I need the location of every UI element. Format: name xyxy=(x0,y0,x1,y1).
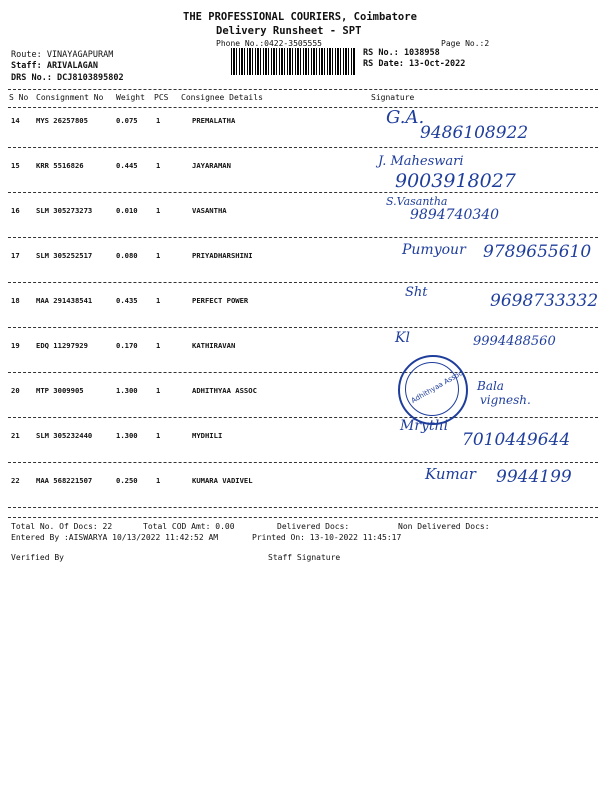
footer-rule xyxy=(8,517,598,518)
row-sno: 16 xyxy=(11,206,20,215)
row-consignment-no: MAA 291438541 xyxy=(36,296,93,305)
page-number: Page No.:2 xyxy=(441,39,490,48)
signature-name: Kl xyxy=(395,330,410,346)
row-weight: 0.080 xyxy=(116,251,138,260)
row-consignee: PREMALATHA xyxy=(192,116,236,125)
company-title: THE PROFESSIONAL COURIERS, Coimbatore xyxy=(183,11,417,23)
row-consignment-no: MYS 26257805 xyxy=(36,116,88,125)
row-consignee: KUMARA VADIVEL xyxy=(192,476,253,485)
total-cod: Total COD Amt: 0.00 xyxy=(143,522,235,531)
staff-signature: Staff Signature xyxy=(268,553,341,562)
phone-number: Phone No.:0422-3505555 xyxy=(216,39,322,48)
table-row xyxy=(0,330,600,383)
signature-phone: 7010449644 xyxy=(462,430,571,450)
signature-phone: 9894740340 xyxy=(410,207,500,223)
drs-number: DRS No.: DCJ8103895802 xyxy=(11,73,124,83)
col-weight: Weight xyxy=(116,93,145,102)
row-sno: 14 xyxy=(11,116,20,125)
signature-name: G.A. xyxy=(386,107,425,128)
row-sno: 18 xyxy=(11,296,20,305)
table-row xyxy=(0,465,600,518)
row-divider xyxy=(8,192,598,193)
col-consignment: Consignment No xyxy=(36,93,104,102)
col-signature: Signature xyxy=(371,93,415,102)
row-consignment-no: SLM 305273273 xyxy=(36,206,93,215)
row-consignment-no: KRR 5516826 xyxy=(36,161,84,170)
table-row xyxy=(0,242,600,293)
col-pcs: PCS xyxy=(154,93,169,102)
col-consignee: Consignee Details xyxy=(181,93,263,102)
company-stamp xyxy=(398,355,468,425)
row-divider xyxy=(8,417,598,418)
row-sno: 21 xyxy=(11,431,20,440)
row-weight: 0.250 xyxy=(116,476,138,485)
row-divider xyxy=(8,372,598,373)
row-weight: 0.435 xyxy=(116,296,138,305)
row-pcs: 1 xyxy=(156,206,161,215)
row-divider xyxy=(8,462,598,463)
signature-phone: 9698733332 xyxy=(490,291,599,311)
signature-name: Sht xyxy=(405,285,428,300)
printed-on: Printed On: 13-10-2022 11:45:17 xyxy=(252,533,402,542)
verified-by: Verified By xyxy=(11,553,64,562)
signature-name: Mrythi xyxy=(400,418,449,434)
row-pcs: 1 xyxy=(156,341,161,350)
table-row xyxy=(0,107,600,158)
row-weight: 0.010 xyxy=(116,206,138,215)
stamp-text: Adhithyaa Assoc xyxy=(409,369,464,405)
row-consignment-no: MTP 3009905 xyxy=(36,386,84,395)
rs-number: RS No.: 1038958 xyxy=(363,48,440,58)
signature-name: Pumyour xyxy=(402,242,466,258)
signature-phone: 9994488560 xyxy=(473,334,556,349)
row-weight: 0.445 xyxy=(116,161,138,170)
row-sno: 17 xyxy=(11,251,20,260)
row-consignee: KATHIRAVAN xyxy=(192,341,236,350)
col-sno: S No xyxy=(9,93,29,102)
row-pcs: 1 xyxy=(156,161,161,170)
row-pcs: 1 xyxy=(156,116,161,125)
row-weight: 0.075 xyxy=(116,116,138,125)
signature-phone: vignesh. xyxy=(480,393,531,407)
row-sno: 20 xyxy=(11,386,20,395)
delivered-docs: Delivered Docs: xyxy=(277,522,350,531)
signature-phone: 9003918027 xyxy=(395,170,516,192)
signature-phone: 9944199 xyxy=(496,467,572,487)
table-row xyxy=(0,285,600,338)
route-label: Route: VINAYAGAPURAM xyxy=(11,50,114,60)
signature-name: Bala xyxy=(477,379,504,393)
row-divider xyxy=(8,507,598,508)
signature-phone: 9486108922 xyxy=(420,123,529,143)
row-weight: 0.170 xyxy=(116,341,138,350)
row-divider xyxy=(8,282,598,283)
row-consignee: MYDHILI xyxy=(192,431,223,440)
rs-date: RS Date: 13-Oct-2022 xyxy=(363,59,466,69)
row-consignee: VASANTHA xyxy=(192,206,227,215)
row-consignee: ADHITHYAA ASSOC xyxy=(192,386,257,395)
table-row xyxy=(0,379,600,428)
row-pcs: 1 xyxy=(156,476,161,485)
row-consignee: JAYARAMAN xyxy=(192,161,231,170)
row-pcs: 1 xyxy=(156,386,161,395)
signature-name: S.Vasantha xyxy=(386,195,448,208)
row-consignment-no: SLM 305252517 xyxy=(36,251,93,260)
entered-by: Entered By :AISWARYA 10/13/2022 11:42:52 AM xyxy=(11,533,219,542)
row-pcs: 1 xyxy=(156,296,161,305)
total-docs: Total No. Of Docs: 22 xyxy=(11,522,113,531)
row-weight: 1.300 xyxy=(116,386,138,395)
signature-name: Kumar xyxy=(425,465,476,483)
row-divider xyxy=(8,147,598,148)
row-divider xyxy=(8,327,598,328)
document-subtitle: Delivery Runsheet - SPT xyxy=(216,25,362,37)
row-sno: 19 xyxy=(11,341,20,350)
row-consignment-no: EDQ 11297929 xyxy=(36,341,88,350)
row-sno: 22 xyxy=(11,476,20,485)
table-row xyxy=(0,154,600,203)
row-consignee: PRIYADHARSHINI xyxy=(192,251,253,260)
row-consignment-no: MAA 568221507 xyxy=(36,476,93,485)
row-sno: 15 xyxy=(11,161,20,170)
non-delivered-docs: Non Delivered Docs: xyxy=(398,522,490,531)
row-divider xyxy=(8,237,598,238)
staff-label: Staff: ARIVALAGAN xyxy=(11,61,98,71)
signature-phone: 9789655610 xyxy=(483,242,592,262)
row-consignee: PERFECT POWER xyxy=(192,296,249,305)
row-weight: 1.300 xyxy=(116,431,138,440)
row-pcs: 1 xyxy=(156,431,161,440)
row-consignment-no: SLM 305232440 xyxy=(36,431,93,440)
row-pcs: 1 xyxy=(156,251,161,260)
signature-name: J. Maheswari xyxy=(378,154,464,169)
